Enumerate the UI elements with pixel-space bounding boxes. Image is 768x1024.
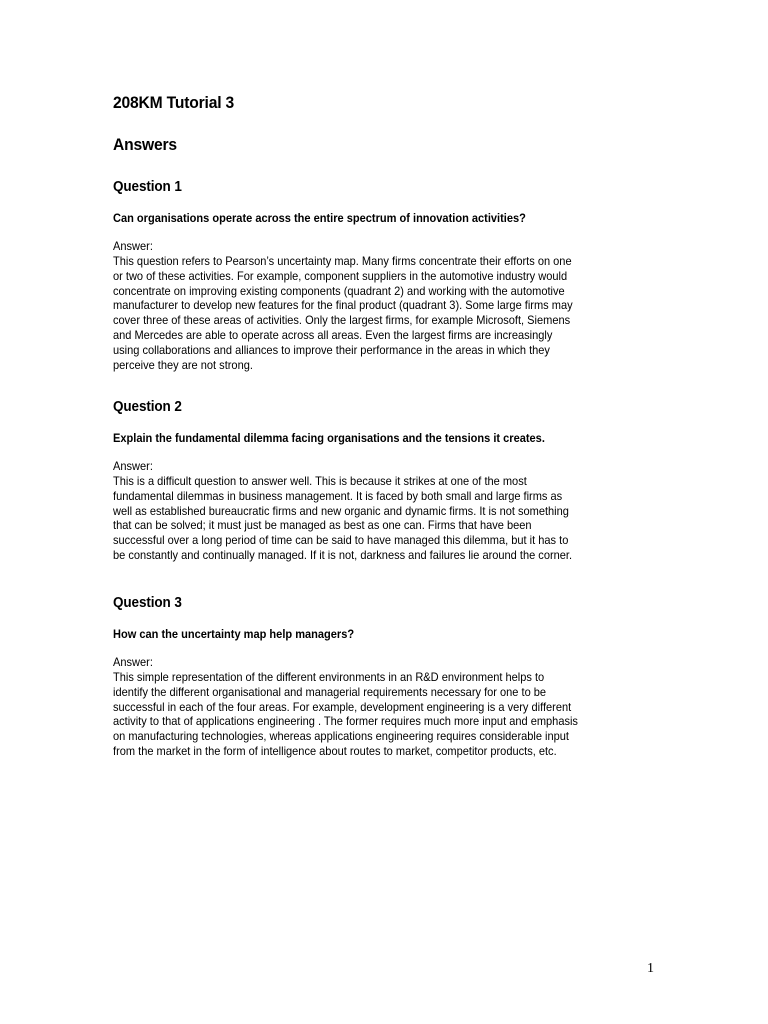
answer-body	[113, 254, 628, 372]
answer-line: successful in each of the four areas. For example, development engineering is a very different	[113, 699, 572, 714]
document-content	[113, 90, 653, 758]
question-section-3	[113, 594, 673, 759]
document-title: 208KM Tutorial 3	[113, 93, 235, 112]
question-section-1	[113, 178, 673, 372]
answer-line: This simple representation of the different environments in an R&D environment helps to	[113, 670, 545, 684]
answer-line: concentrate on improving existing components (quadrant 2) and working with the automotive	[113, 283, 565, 298]
answer-body	[113, 474, 628, 563]
answer-line: from the market in the form of intelligence about routes to market, competitor products, etc.	[113, 743, 557, 758]
question-section-2	[113, 398, 673, 563]
answer-line: using collaborations and alliances to improve their performance in the areas in which they	[113, 342, 550, 357]
question-heading: Question 1	[113, 179, 182, 195]
answer-line: This question refers to Pearson’s uncertainty map. Many firms concentrate their efforts on one	[113, 254, 572, 268]
answer-line: manufacturer to develop new features for the final product (quadrant 3). Some large firms may	[113, 298, 573, 313]
question-text: Explain the fundamental dilemma facing organisations and the tensions it creates.	[113, 431, 545, 445]
answer-line: This is a difficult question to answer well. This is because it strikes at one of the most	[113, 474, 527, 488]
question-heading: Question 3	[113, 595, 182, 611]
answer-label: Answer:	[113, 655, 153, 669]
question-text: How can the uncertainty map help managers?	[113, 627, 355, 641]
question-heading: Question 2	[113, 399, 182, 415]
document-subtitle: Answers	[113, 135, 177, 154]
answer-line: and Mercedes are able to operate across all areas. Even the largest firms are increasingly	[113, 327, 553, 342]
answer-line: or two of these activities. For example, component suppliers in the automotive industry would	[113, 268, 568, 283]
page-number: 1	[647, 961, 654, 976]
answer-line: on manufacturing technologies, whereas applications engineering requires considerable input	[113, 729, 570, 744]
answer-line: that can be solved; it must just be managed as best as one can. Firms that have been	[113, 518, 532, 533]
answer-line: be constantly and continually managed. If it is not, darkness and failures lie around the corner.	[113, 547, 573, 562]
answer-line: identify the different organisational and managerial requirements necessary for one to be	[113, 684, 547, 699]
answer-label: Answer:	[113, 459, 153, 473]
answer-line: perceive they are not strong.	[113, 357, 253, 372]
answer-body	[113, 670, 628, 759]
answer-line: activity to that of applications engineering . The former requires much more input and emphasis	[113, 714, 578, 729]
question-text: Can organisations operate across the entire spectrum of innovation activities?	[113, 211, 526, 225]
answer-line: well as established bureaucratic firms and new organic and dynamic firms. It is not something	[113, 503, 569, 518]
answer-label: Answer:	[113, 239, 153, 253]
answer-line: fundamental dilemmas in business management. It is faced by both small and large firms as	[113, 488, 563, 503]
answer-line: successful over a long period of time can be said to have managed this dilemma, but it has to	[113, 533, 569, 548]
answer-line: cover three of these areas of activities. Only the largest firms, for example Microsoft, Siemens	[113, 313, 571, 328]
